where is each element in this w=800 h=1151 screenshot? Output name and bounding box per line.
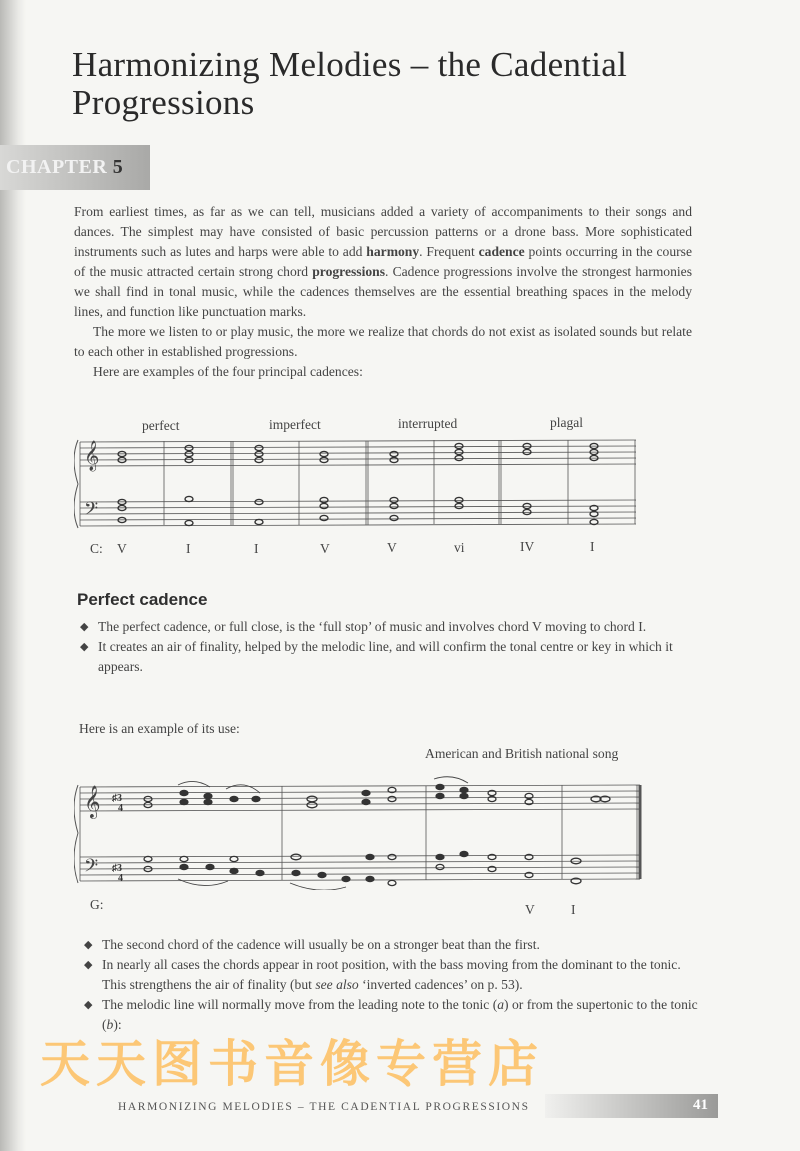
song-caption: American and British national song bbox=[425, 746, 619, 761]
cadence-label-plagal: plagal bbox=[550, 415, 583, 430]
numeral: I bbox=[254, 541, 259, 556]
perfect-cadence-bullets bbox=[80, 617, 698, 677]
chapter-label: CHAPTER bbox=[6, 156, 108, 178]
numeral: V bbox=[117, 541, 127, 556]
chapter-number: 5 bbox=[112, 156, 124, 178]
numeral: vi bbox=[454, 540, 465, 555]
intro-paragraph-1: From earliest times, as far as we can tell, musicians added a variety of accompaniments to their songs and dances. The simplest may have consisted of basic percussion patterns or a drone bass. More sophisticated instruments such as lutes and harps were able to add harmony. Frequent cadence points occurring in the course of the music attracted certain strong chord progressions. Cadence progressions involve the strongest harmonies we shall find in tonal music, while the cadences themselves are the essential breathing spaces in the melody lines, and function like punctuation marks. bbox=[74, 204, 692, 319]
bullet-item: ◆ The second chord of the cadence will usually be on a stronger beat than the first. bbox=[84, 937, 540, 952]
bullet-item: ◆ The melodic line will normally move from the leading note to the tonic (a) or from the supertonic to the tonic (b): bbox=[84, 997, 698, 1032]
running-head: HARMONIZING MELODIES – THE CADENTIAL PROGRESSIONS bbox=[118, 1101, 530, 1113]
numeral: I bbox=[590, 539, 595, 554]
national-song-score bbox=[74, 775, 646, 890]
numeral: V bbox=[525, 902, 535, 917]
watermark: 天天图书音像专营店 bbox=[40, 1035, 544, 1093]
svg-text:♯3: ♯3 bbox=[112, 863, 122, 874]
cadence-key: C: bbox=[90, 541, 103, 556]
svg-text:𝄞: 𝄞 bbox=[84, 441, 100, 470]
bullet-item: ◆ It creates an air of finality, helped by the melodic line, and will confirm the tonal centre or key in which it appears. bbox=[80, 639, 673, 674]
svg-text:♯3: ♯3 bbox=[112, 793, 122, 804]
cadence-label-perfect: perfect bbox=[142, 418, 180, 433]
page-number-bar bbox=[545, 1094, 718, 1118]
numeral: V bbox=[320, 541, 330, 556]
numeral: I bbox=[571, 902, 576, 917]
page-title: Harmonizing Melodies – the Cadential Progressions bbox=[72, 45, 628, 122]
bullet-item: ◆ The perfect cadence, or full close, is the ‘full stop’ of music and involves chord V moving to chord I. bbox=[80, 619, 647, 634]
numeral: V bbox=[387, 540, 397, 555]
chapter-banner bbox=[0, 145, 150, 190]
intro-paragraph-2: The more we listen to or play music, the more we realize that chords do not exist as isolated sounds but relate to each other in established progressions. bbox=[74, 324, 692, 359]
example-intro: Here is an example of its use: bbox=[79, 721, 240, 736]
svg-text:𝄢: 𝄢 bbox=[84, 498, 99, 523]
cadence-score bbox=[74, 434, 644, 534]
numeral: IV bbox=[520, 539, 535, 554]
cadence-label-interrupted: interrupted bbox=[398, 416, 458, 431]
intro-paragraph-3: Here are examples of the four principal cadences: bbox=[93, 364, 363, 379]
bullet-item: ◆ In nearly all cases the chords appear in root position, with the bass moving from the dominant to the tonic. This strengthens the air of finality (but see also ‘inverted cadences’ on p. 53). bbox=[84, 957, 681, 992]
svg-text:4: 4 bbox=[118, 873, 123, 884]
page-number: 41 bbox=[693, 1097, 708, 1113]
svg-text:4: 4 bbox=[118, 803, 123, 814]
svg-text:𝄞: 𝄞 bbox=[84, 787, 101, 818]
section-heading-perfect-cadence: Perfect cadence bbox=[77, 590, 208, 609]
svg-text:𝄢: 𝄢 bbox=[84, 855, 99, 880]
cadence-label-imperfect: imperfect bbox=[269, 417, 321, 432]
numeral: I bbox=[186, 541, 191, 556]
intro-text bbox=[74, 202, 692, 382]
cadence-rules-bullets bbox=[84, 935, 702, 1035]
song-key: G: bbox=[90, 897, 104, 912]
